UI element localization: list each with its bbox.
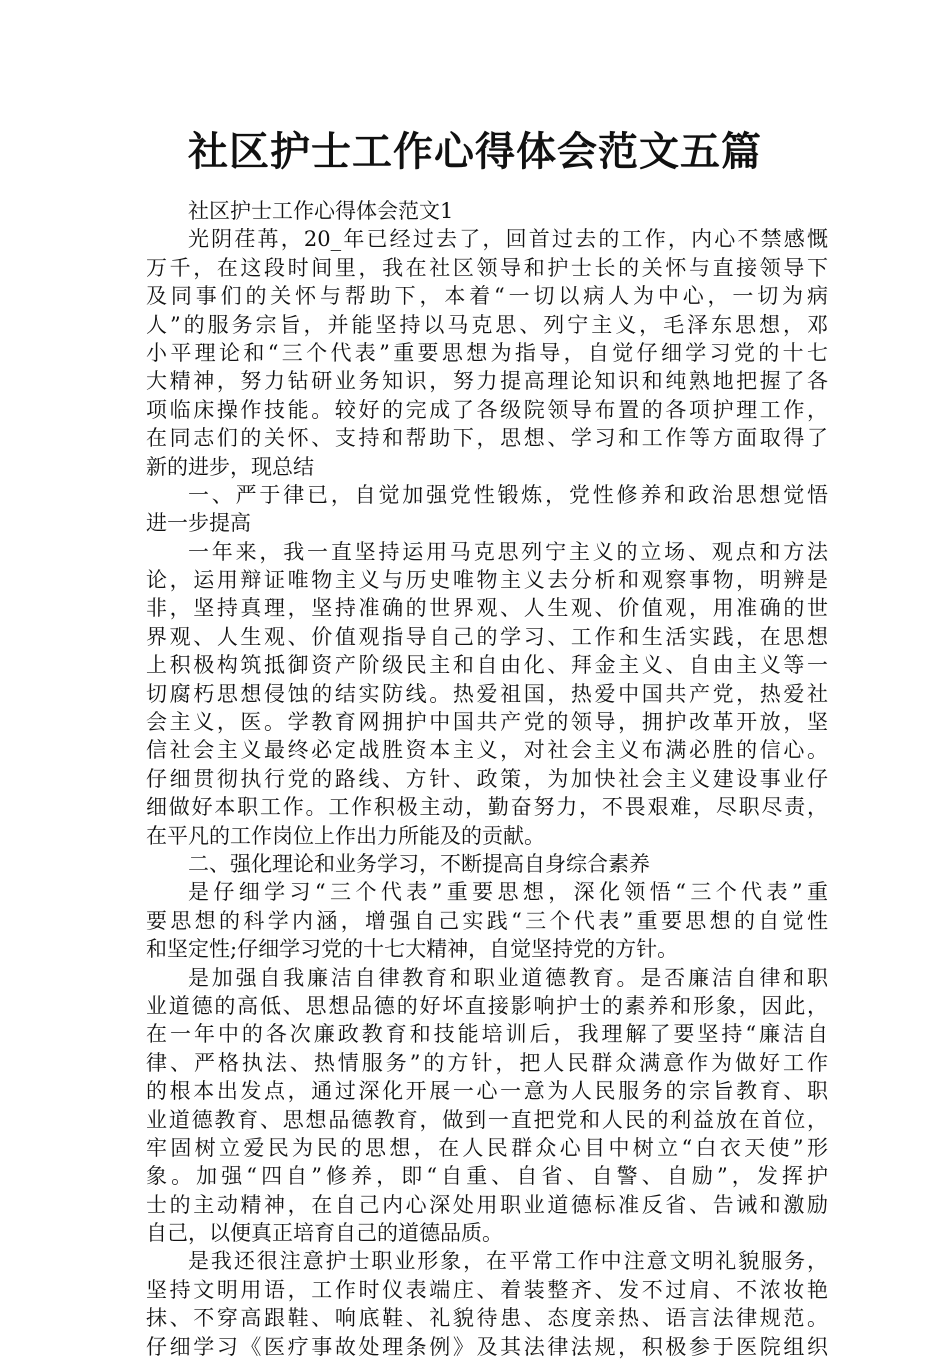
text-line: 新的进步，现总结 <box>146 454 314 479</box>
text-line: 项临床操作技能。较好的完成了各级院领导布置的各项护理工作， <box>146 397 828 422</box>
text-line: 象。加强“四自”修养，即“自重、自省、自警、自励”，发挥护 <box>146 1164 828 1189</box>
text-line: 在一年中的各次廉政教育和技能培训后，我理解了要坚持“廉洁自 <box>146 1022 828 1047</box>
text-line: 二、强化理论和业务学习，不断提高自身综合素养 <box>188 851 650 876</box>
text-line: 抹、不穿高跟鞋、响底鞋、礼貌待患、态度亲热、语言法律规范。 <box>146 1306 828 1331</box>
text-line: 切腐朽思想侵蚀的结实防线。热爱祖国，热爱中国共产党，热爱社 <box>146 681 828 706</box>
text-line: 的根本出发点，通过深化开展一心一意为人民服务的宗旨教育、职 <box>146 1079 828 1104</box>
text-line: 一年来，我一直坚持运用马克思列宁主义的立场、观点和方法 <box>188 539 828 564</box>
text-line: 士的主动精神，在自己内心深处用职业道德标准反省、告诫和激励 <box>146 1192 828 1217</box>
text-line: 界观、人生观、价值观指导自己的学习、工作和生活实践，在思想 <box>146 624 828 649</box>
text-line: 仔细学习《医疗事故处理条例》及其法律法规，积极参于医院组织 <box>146 1334 828 1359</box>
text-line: 细做好本职工作。工作积极主动，勤奋努力，不畏艰难，尽职尽责， <box>146 795 828 820</box>
text-line: 大精神，努力钻研业务知识，努力提高理论知识和纯熟地把握了各 <box>146 369 828 394</box>
text-line: 万千，在这段时间里，我在社区领导和护士长的关怀与直接领导下 <box>146 255 828 280</box>
text-line: 论，运用辩证唯物主义与历史唯物主义去分析和观察事物，明辨是 <box>146 568 828 593</box>
text-line: 一、严于律已，自觉加强党性锻炼，党性修养和政治思想觉悟 <box>188 482 828 507</box>
text-line: 牢固树立爱民为民的思想，在人民群众心目中树立“白衣天使”形 <box>146 1135 828 1160</box>
text-line: 自己，以便真正培育自己的道德品质。 <box>146 1221 503 1246</box>
text-line: 上积极构筑抵御资产阶级民主和自由化、拜金主义、自由主义等一 <box>146 653 828 678</box>
text-line: 仔细贯彻执行党的路线、方针、政策，为加快社会主义建设事业仔 <box>146 766 828 791</box>
text-line: 业道德的高低、思想品德的好坏直接影响护士的素养和形象，因此， <box>146 993 828 1018</box>
text-line: 是我还很注意护士职业形象，在平常工作中注意文明礼貌服务， <box>188 1249 828 1274</box>
document-body <box>146 197 828 1361</box>
document-title: 社区护士工作心得体会范文五篇 <box>188 129 762 175</box>
text-line: 及同事们的关怀与帮助下，本着“一切以病人为中心，一切为病 <box>146 284 828 309</box>
text-line: 和坚定性;仔细学习党的十七大精神，自觉坚持党的方针。 <box>146 937 679 962</box>
text-line: 是加强自我廉洁自律教育和职业道德教育。是否廉洁自律和职 <box>188 965 828 990</box>
text-line: 会主义，医。学教育网拥护中国共产党的领导，拥护改革开放，坚 <box>146 710 828 735</box>
text-line: 是仔细学习“三个代表”重要思想，深化领悟“三个代表”重 <box>188 880 828 905</box>
text-line: 进一步提高 <box>146 511 251 536</box>
text-line: 坚持文明用语，工作时仪表端庄、着装整齐、发不过肩、不浓妆艳 <box>146 1277 828 1302</box>
text-line: 小平理论和“三个代表”重要思想为指导，自觉仔细学习党的十七 <box>146 340 828 365</box>
text-line: 在平凡的工作岗位上作出力所能及的贡献。 <box>146 823 545 848</box>
text-line: 在同志们的关怀、支持和帮助下，思想、学习和工作等方面取得了 <box>146 426 828 451</box>
text-line: 要思想的科学内涵，增强自己实践“三个代表”重要思想的自觉性 <box>146 908 828 933</box>
text-line: 光阴荏苒，20_年已经过去了，回首过去的工作，内心不禁感慨 <box>188 227 828 252</box>
text-line: 律、严格执法、热情服务”的方针，把人民群众满意作为做好工作 <box>146 1050 828 1075</box>
text-line: 信社会主义最终必定战胜资本主义，对社会主义布满必胜的信心。 <box>146 738 828 763</box>
text-line: 业道德教育、思想品德教育，做到一直把党和人民的利益放在首位， <box>146 1107 828 1132</box>
text-line: 社区护士工作心得体会范文1 <box>188 199 454 223</box>
text-line: 人”的服务宗旨，并能坚持以马克思、列宁主义，毛泽东思想，邓 <box>146 312 828 337</box>
text-line: 非，坚持真理，坚持准确的世界观、人生观、价值观，用准确的世 <box>146 596 828 621</box>
